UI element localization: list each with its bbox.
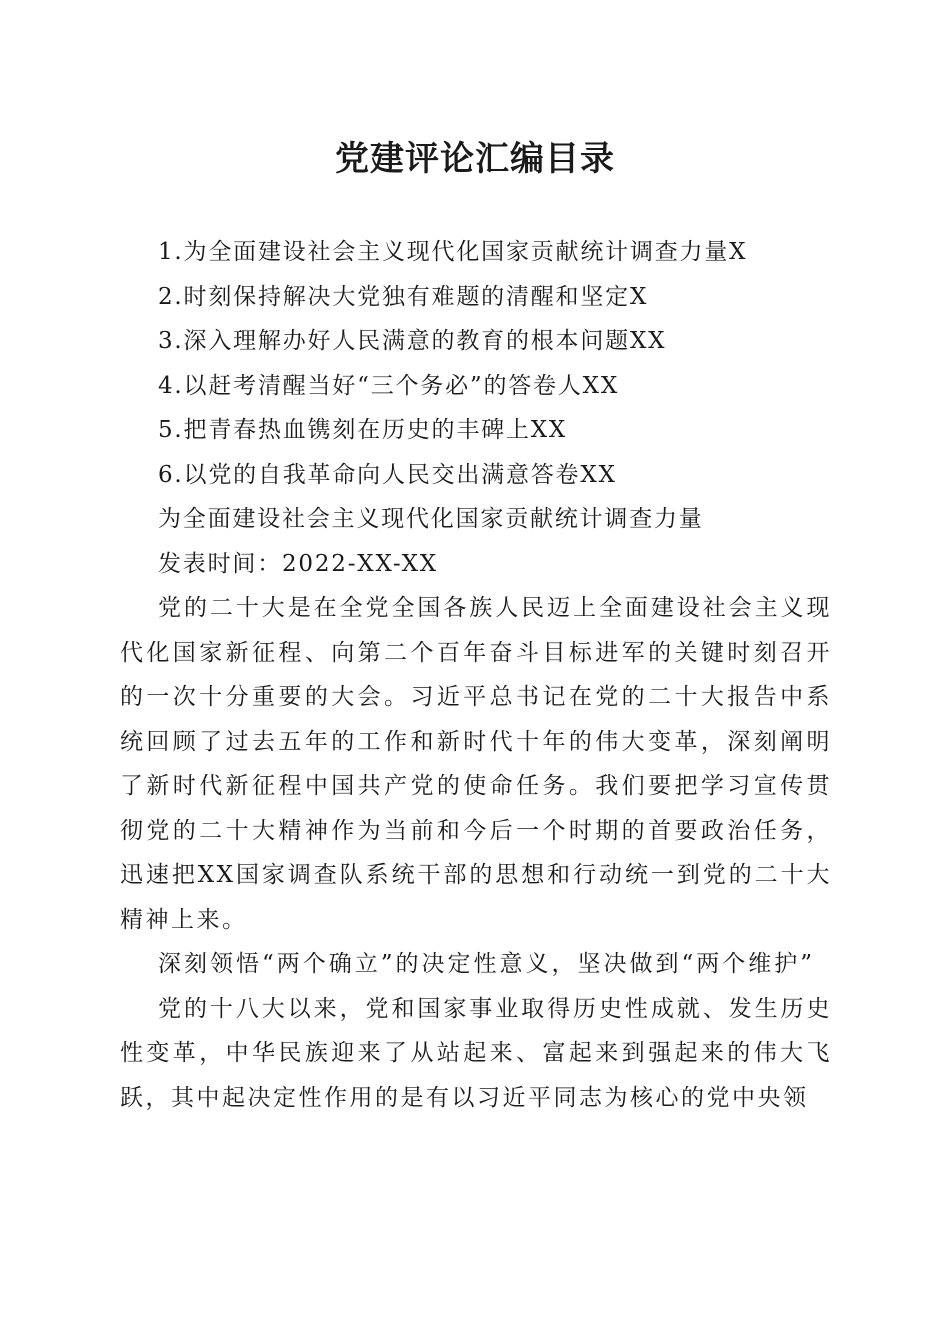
paragraph: 党的二十大是在全党全国各族人民迈上全面建设社会主义现代化国家新征程、向第二个百年奋斗目标进军的关键时刻召开的一次十分重要的大会。习近平总书记在党的二十大报告中系统回顾了过去五年的工作和新时代十年的伟大变革，深刻阐明了新时代新征程中国共产党的使命任务。我们要把学习宣传贯彻党的二十大精神作为当前和今后一个时期的首要政治任务，迅速把XX国家调查队系统干部的思想和行动统一到党的二十大精神上来。 [120, 595, 832, 933]
toc-item: 4.以赶考清醒当好“三个务必”的答卷人XX [158, 372, 620, 399]
section-heading: 深刻领悟“两个确立”的决定性意义，坚决做到“两个维护” [158, 951, 816, 977]
toc-item: 3.深入理解办好人民满意的教育的根本问题XX [158, 328, 667, 354]
document-title: 党建评论汇编目录 [335, 139, 615, 179]
toc-item: 2.时刻保持解决大党独有难题的清醒和坚定X [158, 283, 649, 310]
toc-item: 1.为全面建设社会主义现代化国家贡献统计调查力量X [158, 239, 748, 265]
publish-time: 发表时间：2022-XX-XX [158, 550, 438, 577]
document-body [120, 230, 832, 1120]
toc-item: 5.把青春热血镌刻在历史的丰碑上XX [158, 417, 568, 443]
toc-item: 6.以党的自我革命向人民交出满意答卷XX [158, 461, 617, 488]
article-title: 为全面建设社会主义现代化国家贡献统计调查力量 [158, 506, 704, 532]
paragraph: 党的十八大以来，党和国家事业取得历史性成就、发生历史性变革，中华民族迎来了从站起来、富起来到强起来的伟大飞跃，其中起决定性作用的是有以习近平同志为核心的党中央领 [120, 995, 832, 1111]
